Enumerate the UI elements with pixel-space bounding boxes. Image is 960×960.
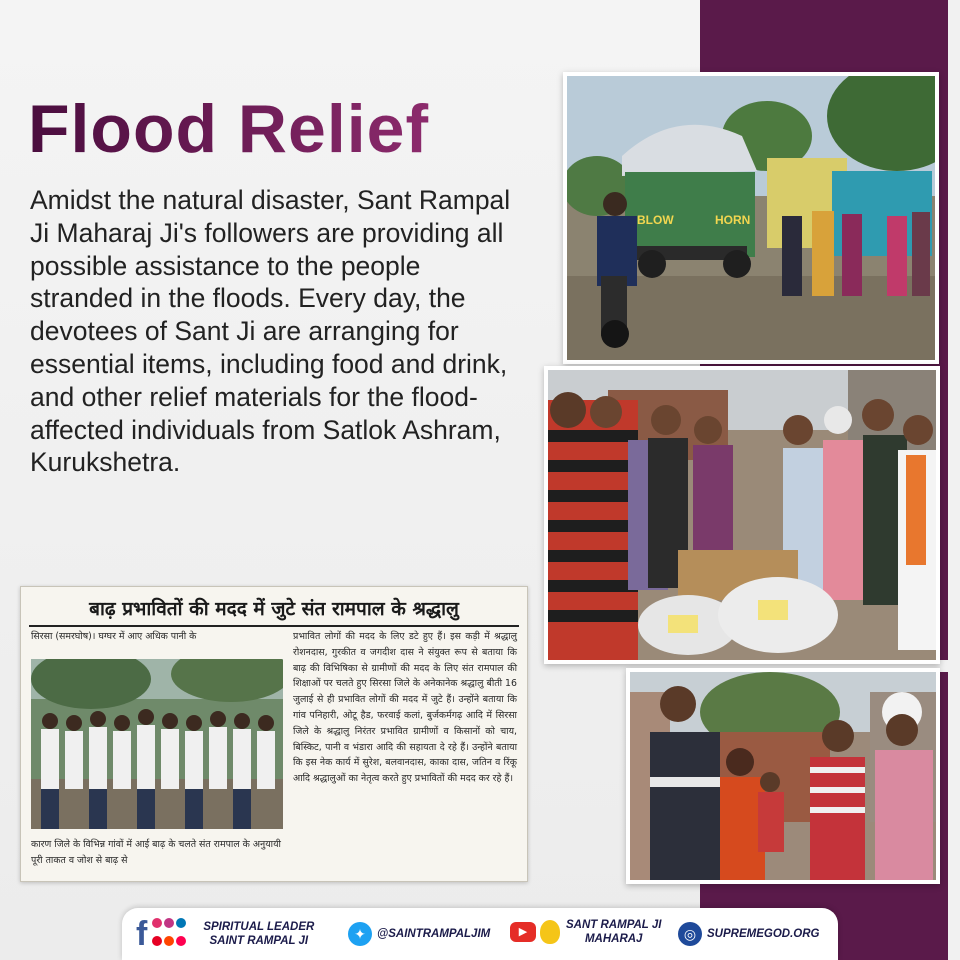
clipping-col-a-top: सिरसा (समरघोष)। घग्घर में आए अधिक पानी के: [31, 631, 197, 642]
twitter-icon[interactable]: ✦: [348, 922, 372, 946]
truck-text-right: HORN: [715, 213, 751, 227]
clipping-col-b: प्रभावित लोगों की मदद के लिए डटे हुए हैं। इस कड़ी में श्रद्धालु रोशनदास, गुरकीत व जगदीश दास ने संयुक्त रूप से बताया कि बाढ़ की विभिषिका से ग्रामीणों की मदद के लिए संत रामपाल की शिक्षाओं पर चलते हुए सिरसा जिले के अनेकानेक श्रद्धालु बीती 16 जुलाई से ही प्रभावित लोगों की मदद में जुटे हैं। उन्होंने बताया कि गांव पनिहारी, ओटू हैड, फरवाई कलां, बुर्जकर्मगढ़ आदि में सिरसा जिले के श्रद्धालु निरंतर प्रभावित ग्रामीणों व किसानों को चाय, बिस्किट, पानी व भंडारा आदि की सहायता दे रहे हैं। उन्होंने बताया कि इस नेक कार्य में सुरेश, बलवानदास, काका दास, जतिन व रिंकू आदि श्रद्धालुओं का नेतृत्व करते हुए प्रभावितों की मदद कर रहे हैं।: [293, 631, 517, 785]
youtube-line2: MAHARAJ: [584, 933, 643, 945]
website-url: SUPREMEGOD.ORG: [707, 928, 820, 940]
youtube-line1: SANT RAMPAL JI: [566, 919, 662, 931]
linkedin-icon[interactable]: [176, 918, 186, 928]
globe-icon[interactable]: ◎: [678, 922, 702, 946]
twitter-link[interactable]: [348, 922, 490, 946]
youtube-link[interactable]: [510, 918, 661, 946]
facebook-social-group[interactable]: [136, 916, 314, 952]
youtube-icon[interactable]: ▶: [510, 922, 536, 942]
pinterest-icon[interactable]: [152, 936, 162, 946]
right-strip: [948, 0, 960, 960]
body-paragraph: Amidst the natural disaster, Sant Rampal Ji Maharaj Ji's followers are providing all possible assistance to the people stranded in the floods. Every day, the devotees of Sant Ji are arranging for essential items, including food and drink, and other relief materials for the flood-affected individuals from Satlok Ashram, Kurukshetra.: [30, 185, 511, 478]
photo-handing-items: [626, 668, 940, 884]
clipping-photo: [31, 659, 283, 829]
instagram-alt-icon[interactable]: [164, 918, 174, 928]
page-title: Flood Relief: [28, 91, 430, 167]
newspaper-clipping: [20, 586, 528, 882]
clipping-headline: बाढ़ प्रभावितों की मदद में जुटे संत रामपाल के श्रद्धालु: [89, 598, 459, 620]
bird-mascot-icon: [540, 920, 560, 944]
facebook-icon[interactable]: f: [136, 915, 148, 953]
reddit-icon[interactable]: [164, 936, 174, 946]
photo-relief-distribution: [544, 366, 940, 664]
website-link[interactable]: [678, 922, 819, 946]
tiktok-icon[interactable]: [176, 936, 186, 946]
clipping-col-a-bottom: कारण जिले के विभिन्न गांवों में आई बाढ़ के चलते संत रामपाल के अनुयायी पूरी ताकत व जोश से बाढ़ से: [31, 839, 281, 866]
social-line2: SAINT RAMPAL JI: [209, 935, 309, 947]
photo-truck: [563, 72, 939, 364]
twitter-handle: @SAINTRAMPALJIM: [377, 928, 491, 940]
social-line1: SPIRITUAL LEADER: [203, 921, 315, 933]
social-footer: [122, 908, 838, 960]
truck-text-left: BLOW: [637, 213, 674, 227]
instagram-icon[interactable]: [152, 918, 162, 928]
